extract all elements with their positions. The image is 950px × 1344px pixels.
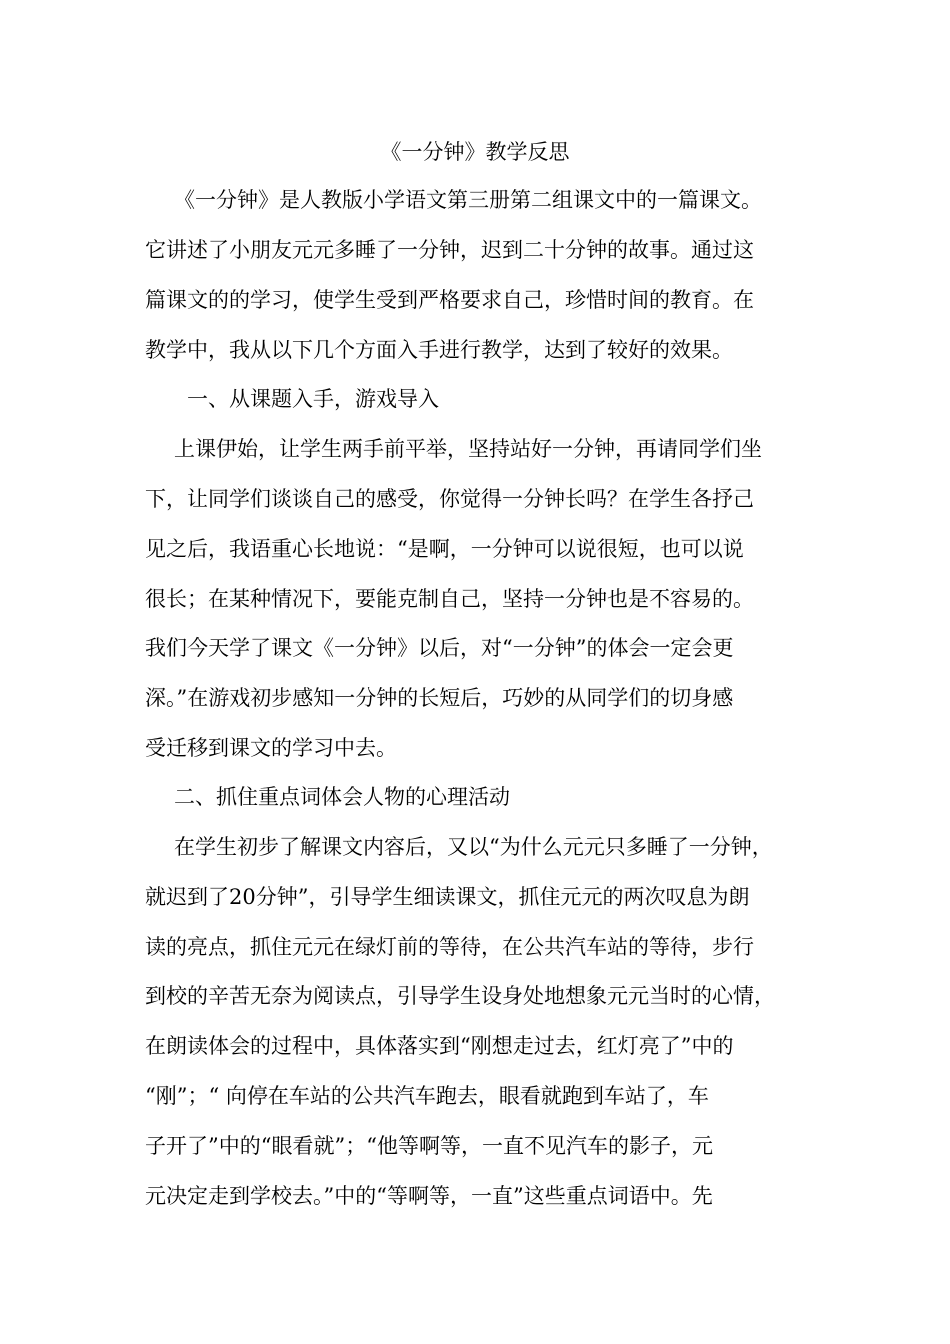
paragraph-line-10: 深。”在游戏初步感知一分钟的长短后，巧妙的从同学们的切身感 (145, 686, 734, 710)
document-title: 《一分钟》教学反思 (380, 140, 570, 164)
paragraph-line-12: 在学生初步了解课文内容后，又以“为什么元元只多睡了一分钟， (174, 835, 773, 859)
paragraph-line-15: 到校的辛苦无奈为阅读点，引导学生设身处地想象元元当时的心情， (145, 984, 775, 1008)
paragraph-line-2: 它讲述了小朋友元元多睡了一分钟，迟到二十分钟的故事。通过这 (145, 238, 754, 262)
paragraph-line-3: 篇课文的的学习，使学生受到严格要求自己，珍惜时间的教育。在 (145, 288, 754, 312)
paragraph-line-13: 就迟到了20分钟”，引导学生细读课文，抓住元元的两次叹息为朗 (145, 885, 750, 909)
paragraph-line-6: 下，让同学们谈谈自己的感受，你觉得一分钟长吗？在学生各抒己 (145, 487, 754, 511)
paragraph-line-7: 见之后，我语重心长地说：“是啊，一分钟可以说很短，也可以说 (145, 537, 744, 561)
section-heading-2: 二、抓住重点词体会人物的心理活动 (174, 785, 510, 809)
paragraph-line-18: 子开了”中的“眼看就”；“他等啊等，一直不见汽车的影子，元 (145, 1134, 713, 1158)
paragraph-line-9: 我们今天学了课文《一分钟》以后，对“一分钟”的体会一定会更 (145, 636, 734, 660)
paragraph-line-17: “刚”；“ 向停在车站的公共汽车跑去，眼看就跑到车站了，车 (145, 1084, 709, 1108)
paragraph-line-11: 受迁移到课文的学习中去。 (145, 736, 397, 760)
paragraph-line-14: 读的亮点，抓住元元在绿灯前的等待，在公共汽车站的等待，步行 (145, 935, 754, 959)
paragraph-line-8: 很长；在某种情况下，要能克制自己，坚持一分钟也是不容易的。 (145, 587, 754, 611)
paragraph-line-19: 元决定走到学校去。”中的“等啊等，一直”这些重点词语中。先 (145, 1184, 713, 1208)
paragraph-line-4: 教学中，我从以下几个方面入手进行教学，达到了较好的效果。 (145, 338, 733, 362)
paragraph-line-16: 在朗读体会的过程中，具体落实到“刚想走过去，红灯亮了”中的 (145, 1034, 734, 1058)
section-heading-1: 一、从课题入手，游戏导入 (187, 387, 439, 411)
paragraph-line-1: 《一分钟》是人教版小学语文第三册第二组课文中的一篇课文。 (174, 188, 762, 212)
paragraph-line-5: 上课伊始，让学生两手前平举，坚持站好一分钟，再请同学们坐 (174, 437, 762, 461)
